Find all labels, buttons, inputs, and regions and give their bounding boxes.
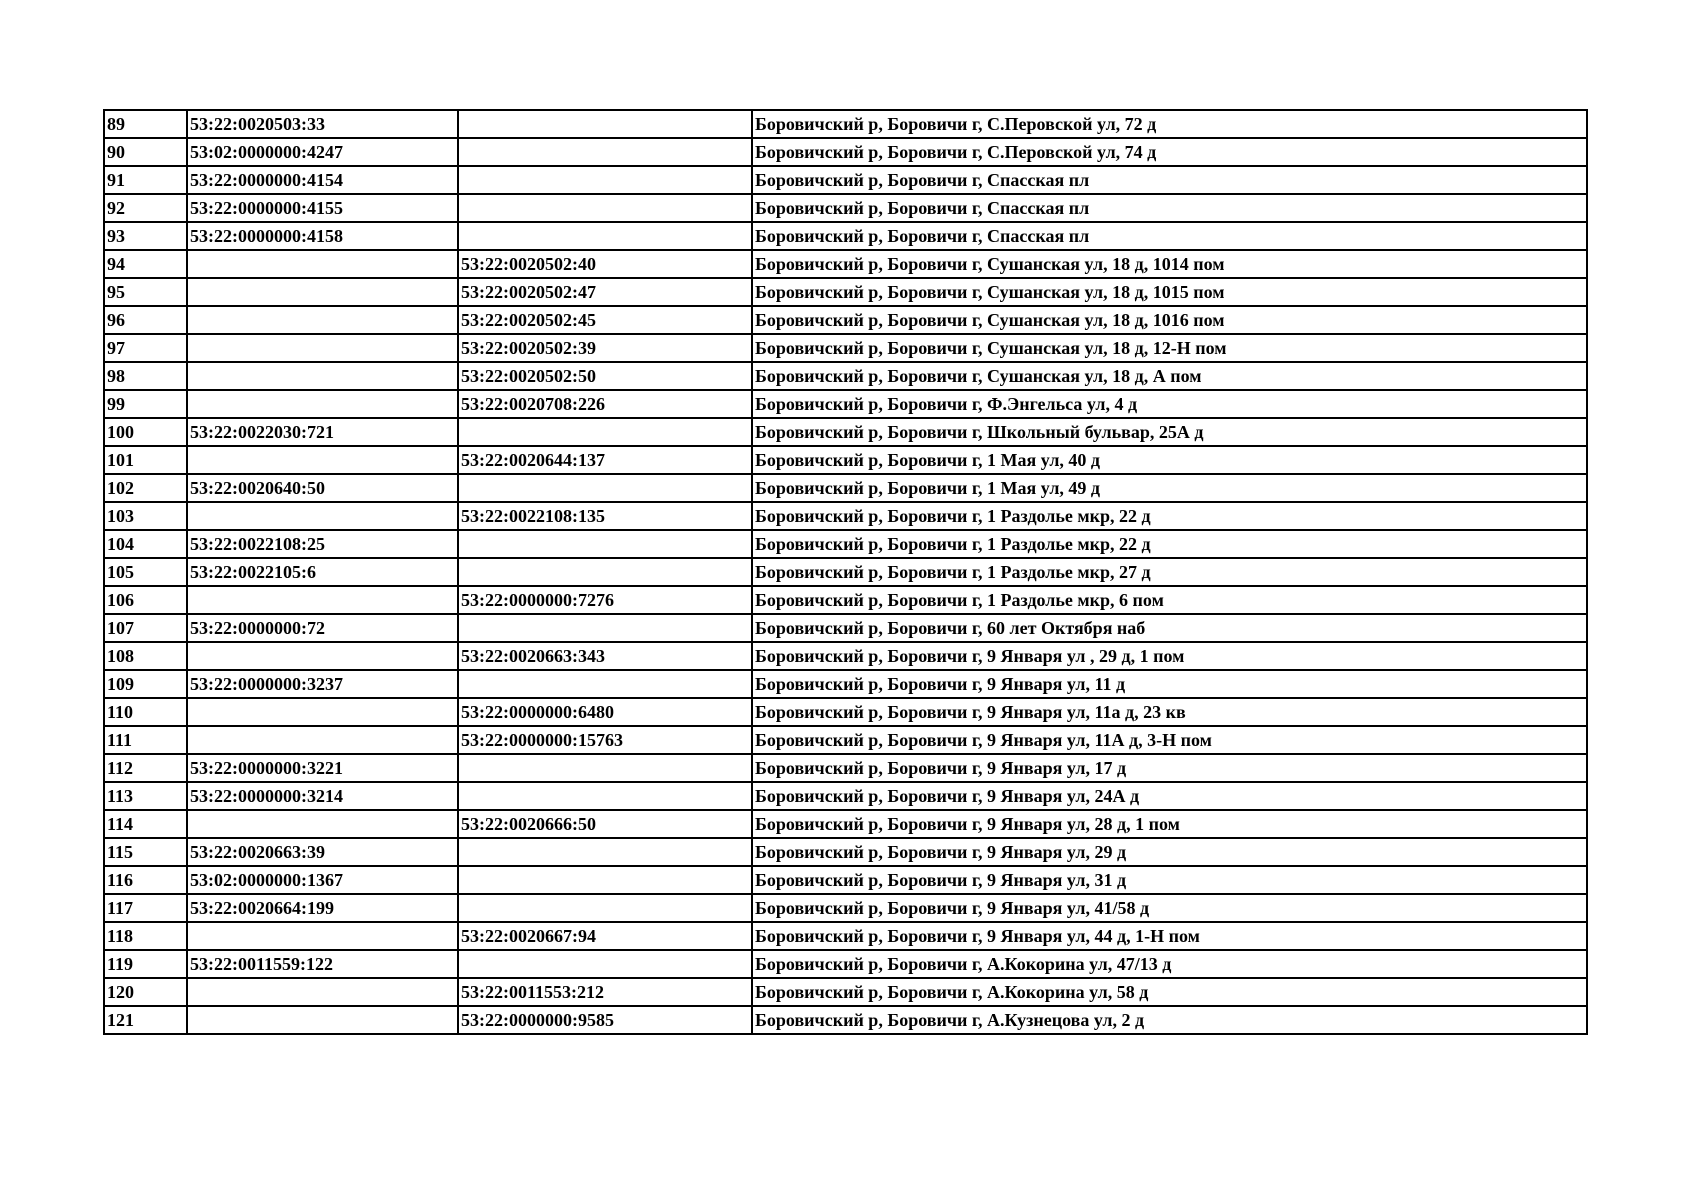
cadastral-table [103, 109, 1588, 1035]
address-cell: Боровичский р, Боровичи г, 1 Раздолье мкр, 27 д [752, 558, 1587, 586]
table-row [104, 278, 1587, 306]
address-cell: Боровичский р, Боровичи г, А.Кузнецова ул, 2 д [752, 1006, 1587, 1034]
row-number-cell: 94 [104, 250, 187, 278]
row-number-cell: 97 [104, 334, 187, 362]
row-number-cell: 104 [104, 530, 187, 558]
row-number-cell: 115 [104, 838, 187, 866]
row-number-cell: 110 [104, 698, 187, 726]
address-cell: Боровичский р, Боровичи г, 1 Раздолье мкр, 22 д [752, 530, 1587, 558]
address-cell: Боровичский р, Боровичи г, 9 Января ул, 11а д, 23 кв [752, 698, 1587, 726]
premises-cadastral-number-cell [458, 838, 752, 866]
row-number-cell: 112 [104, 754, 187, 782]
cadastral-number-cell [187, 250, 458, 278]
address-cell: Боровичский р, Боровичи г, Ф.Энгельса ул, 4 д [752, 390, 1587, 418]
cadastral-number-cell [187, 922, 458, 950]
premises-cadastral-number-cell: 53:22:0020644:137 [458, 446, 752, 474]
cadastral-number-cell: 53:22:0000000:72 [187, 614, 458, 642]
address-cell: Боровичский р, Боровичи г, Сушанская ул, 18 д, 1015 пом [752, 278, 1587, 306]
address-cell: Боровичский р, Боровичи г, Школьный бульвар, 25А д [752, 418, 1587, 446]
row-number-cell: 114 [104, 810, 187, 838]
cadastral-number-cell: 53:22:0000000:4154 [187, 166, 458, 194]
table-row [104, 586, 1587, 614]
cadastral-number-cell [187, 390, 458, 418]
table-row [104, 222, 1587, 250]
address-cell: Боровичский р, Боровичи г, Спасская пл [752, 194, 1587, 222]
cadastral-number-cell: 53:22:0020663:39 [187, 838, 458, 866]
cadastral-number-cell: 53:22:0020664:199 [187, 894, 458, 922]
premises-cadastral-number-cell: 53:22:0020502:45 [458, 306, 752, 334]
cadastral-number-cell: 53:22:0000000:4155 [187, 194, 458, 222]
premises-cadastral-number-cell [458, 222, 752, 250]
table-row [104, 866, 1587, 894]
cadastral-number-cell: 53:22:0000000:4158 [187, 222, 458, 250]
row-number-cell: 107 [104, 614, 187, 642]
cadastral-number-cell [187, 586, 458, 614]
cadastral-number-cell: 53:22:0000000:3237 [187, 670, 458, 698]
row-number-cell: 102 [104, 474, 187, 502]
cadastral-number-cell: 53:02:0000000:4247 [187, 138, 458, 166]
premises-cadastral-number-cell: 53:22:0020663:343 [458, 642, 752, 670]
table-row [104, 922, 1587, 950]
row-number-cell: 108 [104, 642, 187, 670]
premises-cadastral-number-cell [458, 894, 752, 922]
premises-cadastral-number-cell [458, 558, 752, 586]
table-row [104, 530, 1587, 558]
table-row [104, 418, 1587, 446]
address-cell: Боровичский р, Боровичи г, 9 Января ул, 44 д, 1-Н пом [752, 922, 1587, 950]
row-number-cell: 119 [104, 950, 187, 978]
premises-cadastral-number-cell [458, 866, 752, 894]
table-row [104, 166, 1587, 194]
address-cell: Боровичский р, Боровичи г, 1 Мая ул, 49 д [752, 474, 1587, 502]
row-number-cell: 103 [104, 502, 187, 530]
premises-cadastral-number-cell [458, 670, 752, 698]
address-cell: Боровичский р, Боровичи г, 9 Января ул, 31 д [752, 866, 1587, 894]
table-row [104, 474, 1587, 502]
premises-cadastral-number-cell [458, 754, 752, 782]
premises-cadastral-number-cell [458, 166, 752, 194]
row-number-cell: 98 [104, 362, 187, 390]
premises-cadastral-number-cell [458, 950, 752, 978]
cadastral-number-cell: 53:22:0020503:33 [187, 110, 458, 138]
cadastral-number-cell [187, 978, 458, 1006]
table-row [104, 306, 1587, 334]
table-row [104, 950, 1587, 978]
table-row [104, 670, 1587, 698]
table-row [104, 754, 1587, 782]
table-row [104, 138, 1587, 166]
address-cell: Боровичский р, Боровичи г, Сушанская ул, 18 д, 1016 пом [752, 306, 1587, 334]
premises-cadastral-number-cell: 53:22:0011553:212 [458, 978, 752, 1006]
premises-cadastral-number-cell [458, 530, 752, 558]
row-number-cell: 99 [104, 390, 187, 418]
cadastral-number-cell [187, 726, 458, 754]
table-row [104, 334, 1587, 362]
cadastral-number-cell: 53:02:0000000:1367 [187, 866, 458, 894]
premises-cadastral-number-cell: 53:22:0020502:47 [458, 278, 752, 306]
address-cell: Боровичский р, Боровичи г, 9 Января ул, 17 д [752, 754, 1587, 782]
row-number-cell: 95 [104, 278, 187, 306]
table-row [104, 502, 1587, 530]
table-row [104, 782, 1587, 810]
address-cell: Боровичский р, Боровичи г, 9 Января ул, 11 д [752, 670, 1587, 698]
address-cell: Боровичский р, Боровичи г, Спасская пл [752, 166, 1587, 194]
cadastral-number-cell: 53:22:0020640:50 [187, 474, 458, 502]
table-row [104, 362, 1587, 390]
table-row [104, 642, 1587, 670]
cadastral-number-cell [187, 334, 458, 362]
address-cell: Боровичский р, Боровичи г, Спасская пл [752, 222, 1587, 250]
cadastral-number-cell [187, 446, 458, 474]
row-number-cell: 118 [104, 922, 187, 950]
cadastral-number-cell [187, 502, 458, 530]
premises-cadastral-number-cell: 53:22:0020666:50 [458, 810, 752, 838]
cadastral-number-cell: 53:22:0011559:122 [187, 950, 458, 978]
cadastral-number-cell: 53:22:0022108:25 [187, 530, 458, 558]
premises-cadastral-number-cell [458, 194, 752, 222]
cadastral-number-cell: 53:22:0000000:3221 [187, 754, 458, 782]
cadastral-number-cell [187, 362, 458, 390]
table-row [104, 978, 1587, 1006]
table-row [104, 894, 1587, 922]
premises-cadastral-number-cell: 53:22:0020708:226 [458, 390, 752, 418]
table-row [104, 614, 1587, 642]
address-cell: Боровичский р, Боровичи г, 1 Раздолье мкр, 6 пом [752, 586, 1587, 614]
address-cell: Боровичский р, Боровичи г, 9 Января ул, 11А д, 3-Н пом [752, 726, 1587, 754]
row-number-cell: 120 [104, 978, 187, 1006]
row-number-cell: 92 [104, 194, 187, 222]
table-row [104, 558, 1587, 586]
premises-cadastral-number-cell [458, 474, 752, 502]
cadastral-number-cell [187, 810, 458, 838]
premises-cadastral-number-cell [458, 110, 752, 138]
row-number-cell: 106 [104, 586, 187, 614]
address-cell: Боровичский р, Боровичи г, 9 Января ул, 41/58 д [752, 894, 1587, 922]
premises-cadastral-number-cell: 53:22:0020667:94 [458, 922, 752, 950]
premises-cadastral-number-cell [458, 614, 752, 642]
cadastral-number-cell [187, 278, 458, 306]
premises-cadastral-number-cell [458, 418, 752, 446]
row-number-cell: 100 [104, 418, 187, 446]
table-row [104, 698, 1587, 726]
row-number-cell: 113 [104, 782, 187, 810]
address-cell: Боровичский р, Боровичи г, 1 Раздолье мкр, 22 д [752, 502, 1587, 530]
row-number-cell: 90 [104, 138, 187, 166]
table-row [104, 810, 1587, 838]
cadastral-number-cell: 53:22:0022105:6 [187, 558, 458, 586]
address-cell: Боровичский р, Боровичи г, Сушанская ул, 18 д, 12-Н пом [752, 334, 1587, 362]
row-number-cell: 101 [104, 446, 187, 474]
premises-cadastral-number-cell: 53:22:0020502:50 [458, 362, 752, 390]
table-row [104, 390, 1587, 418]
address-cell: Боровичский р, Боровичи г, 60 лет Октября наб [752, 614, 1587, 642]
cadastral-number-cell: 53:22:0000000:3214 [187, 782, 458, 810]
premises-cadastral-number-cell: 53:22:0000000:7276 [458, 586, 752, 614]
table-row [104, 726, 1587, 754]
table-row [104, 110, 1587, 138]
premises-cadastral-number-cell: 53:22:0020502:39 [458, 334, 752, 362]
table-row [104, 194, 1587, 222]
table-row [104, 446, 1587, 474]
row-number-cell: 96 [104, 306, 187, 334]
cadastral-number-cell [187, 642, 458, 670]
row-number-cell: 111 [104, 726, 187, 754]
row-number-cell: 105 [104, 558, 187, 586]
premises-cadastral-number-cell [458, 138, 752, 166]
premises-cadastral-number-cell: 53:22:0022108:135 [458, 502, 752, 530]
address-cell: Боровичский р, Боровичи г, 9 Января ул, 28 д, 1 пом [752, 810, 1587, 838]
row-number-cell: 109 [104, 670, 187, 698]
address-cell: Боровичский р, Боровичи г, 9 Января ул, 24А д [752, 782, 1587, 810]
cadastral-number-cell [187, 1006, 458, 1034]
premises-cadastral-number-cell: 53:22:0000000:6480 [458, 698, 752, 726]
address-cell: Боровичский р, Боровичи г, Сушанская ул, 18 д, А пом [752, 362, 1587, 390]
address-cell: Боровичский р, Боровичи г, 9 Января ул, 29 д [752, 838, 1587, 866]
row-number-cell: 121 [104, 1006, 187, 1034]
row-number-cell: 89 [104, 110, 187, 138]
row-number-cell: 93 [104, 222, 187, 250]
address-cell: Боровичский р, Боровичи г, 9 Января ул , 29 д, 1 пом [752, 642, 1587, 670]
address-cell: Боровичский р, Боровичи г, А.Кокорина ул, 47/13 д [752, 950, 1587, 978]
table-body [104, 110, 1587, 1034]
address-cell: Боровичский р, Боровичи г, 1 Мая ул, 40 д [752, 446, 1587, 474]
cadastral-number-cell: 53:22:0022030:721 [187, 418, 458, 446]
table-row [104, 1006, 1587, 1034]
row-number-cell: 91 [104, 166, 187, 194]
address-cell: Боровичский р, Боровичи г, С.Перовской ул, 72 д [752, 110, 1587, 138]
address-cell: Боровичский р, Боровичи г, Сушанская ул, 18 д, 1014 пом [752, 250, 1587, 278]
premises-cadastral-number-cell [458, 782, 752, 810]
row-number-cell: 117 [104, 894, 187, 922]
cadastral-number-cell [187, 698, 458, 726]
address-cell: Боровичский р, Боровичи г, С.Перовской ул, 74 д [752, 138, 1587, 166]
premises-cadastral-number-cell: 53:22:0000000:15763 [458, 726, 752, 754]
premises-cadastral-number-cell: 53:22:0000000:9585 [458, 1006, 752, 1034]
table-row [104, 250, 1587, 278]
table-row [104, 838, 1587, 866]
row-number-cell: 116 [104, 866, 187, 894]
premises-cadastral-number-cell: 53:22:0020502:40 [458, 250, 752, 278]
address-cell: Боровичский р, Боровичи г, А.Кокорина ул, 58 д [752, 978, 1587, 1006]
cadastral-number-cell [187, 306, 458, 334]
